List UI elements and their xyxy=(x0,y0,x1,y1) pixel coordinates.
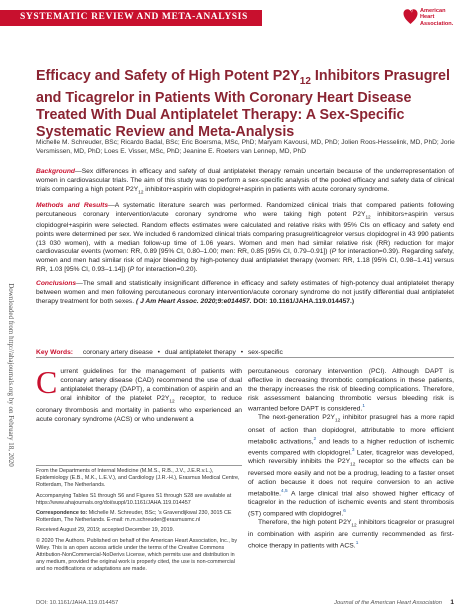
keyword-item[interactable]: dual antiplatelet therapy xyxy=(164,349,236,356)
body-column-right xyxy=(248,368,454,551)
intro-paragraph xyxy=(36,364,242,424)
keyword-item[interactable]: sex-specific xyxy=(247,349,283,356)
intro-text: urrent guidelines for the management of patients with coronary artery disease (CAD) recommend the use of dual antiplatelet therapy (DAPT), a combination of aspirin and an oral inhibitor of the platelet $P2Y_{12}$ receptor, to reduce coronary thrombosis and mortality in patients who experienced an acute coronary syndrome (ACS) or who underwent a xyxy=(36,368,242,423)
keywords-label: Key Words: xyxy=(36,349,74,356)
footnote-correspondence xyxy=(36,510,242,524)
methods-text: —A systematic literature search was performed. Randomized clinical trials that compared patients following percutaneous coronary intervention/acute coronary syndrome who were taking high potent $P2Y_{12}$ inhibitors+aspirin versus clopidogrel+aspirin were selected. Random effects estimates were calculated and relative risks with 95% CIs on efficacy and safety end points were determined per sex. We included 6 randomized clinical trials comparing prasugrel/ticagrelor versus clopidogrel in 43 990 patients (13 030 women), with a median follow-up time of 1.06 years. Women and men had similar relative risk (RR) reduction for major cardiovascular events (women: RR, 0.89 [95% CI, 0.80–1.00; men: RR, 0.85 [95% CI, 0.79–0.91]) (P for interaction=0.39). Regarding safety, women and men had similar risk of major bleeding by high-potency dual antiplatelet therapy (women: RR, 1.18 [95% CI, 0.98–1.41] versus RR, 1.03 [95% CI, 0.93–1.14]) (P for interaction=0.20). xyxy=(36,201,454,274)
author-list: Michelle M. Schreuder, BSc; Ricardo Badal, BSc; Eric Boersma, MSc, PhD; Maryam Kavousi, MD, PhD; Jolien Roos-Hesselink, MD, PhD; Jorie Versmissen, MD, PhD; Loes E. Visser, MSc, PhD; Jeanine E. Roeters van Lennep, MD, PhD xyxy=(36,139,455,155)
abstract-conclusions xyxy=(36,280,454,307)
conclusions-text: —The small and statistically insignificant difference in efficacy and safety estimates of high-potency dual antiplatelet therapy between women and men following percutaneous coronary intervention/acute coronary syndrome do not justify differential dual antiplatelet therapy treatment for both sexes. xyxy=(36,279,454,305)
footer-journal: Journal of the American Heart Association xyxy=(334,600,442,606)
heart-torch-icon xyxy=(403,7,418,25)
divider xyxy=(36,357,454,358)
footnote-divider xyxy=(36,465,242,466)
abstract xyxy=(36,168,454,311)
article-title: Efficacy and Safety of High Potent $P2Y_{12}$ Inhibitors Prasugrel and Ticagrelor in Patients With Coronary Heart Disease Treated With Dual Antiplatelet Therapy: A Sex-Specific Systematic Review and Meta-Analysis xyxy=(36,68,450,140)
keyword-separator: • xyxy=(240,349,244,356)
keywords xyxy=(36,349,456,356)
keyword-item[interactable]: coronary artery disease xyxy=(82,349,153,356)
footnote-dates: Received August 29, 2019; accepted December 19, 2019. xyxy=(36,527,175,534)
correspondence-heading: Correspondence to: xyxy=(36,510,88,517)
footnote-affiliation: From the Departments of Internal Medicine (M.M.S., R.B., J.V., J.E.R.v.L.), Epidemiology (E.B., M.K., L.E.V.), and Cardiology (J.R.-H.), Erasmus Medical Centre, Rotterdam, The Netherlands. xyxy=(36,468,240,489)
body-paragraph: percutaneous coronary intervention (PCI). Although DAPT is effective in decreasing thrombotic complications in these patients, the therapy increases the risk of bleeding complications. Therefore, risk assessment balancing thrombotic versus bleeding risk is warranted before DAPT is considered.$^1$ xyxy=(248,368,454,413)
logo-line-2: Heart xyxy=(420,14,435,21)
body-column-left xyxy=(36,364,242,424)
footnotes xyxy=(36,468,242,577)
section-label: SYSTEMATIC REVIEW AND META-ANALYSIS xyxy=(20,12,248,22)
logo-line-3: Association. xyxy=(420,20,454,27)
download-note: Downloaded from http://ahajournals.org by on February 18, 2020 xyxy=(7,283,15,467)
footnote-supplement: Accompanying Tables S1 through S6 and Figures S1 through S28 are available at https://www.ahajournals.org/doi/suppl/10.1161/JAHA.119.014457 xyxy=(36,492,232,506)
aha-logo xyxy=(403,6,463,32)
citation: ( J Am Heart Assoc. 2020;9:e014457. xyxy=(136,297,252,305)
page-number: 1 xyxy=(450,599,454,606)
background-heading: Background xyxy=(36,168,76,175)
drop-cap: C xyxy=(36,364,58,400)
correspondence-text: Michelle M. Schreuder, BSc; 's Gravendijkwal 230, 3015 CE Rotterdam, The Netherlands. E-mail: m.m.schreuder@erasmusmc.nl xyxy=(36,510,232,524)
footnote-copyright: © 2020 The Authors. Published on behalf of the American Heart Association, Inc., by Wiley. This is an open access article under the terms of the Creative Commons Attribution-NonCommercial-NoDerivs License, which permits use and distribution in any medium, provided the original work is properly cited, the use is non-commercial and no modifications or adaptations are made. xyxy=(36,537,238,573)
abstract-methods xyxy=(36,202,454,275)
article-doi-link[interactable]: DOI: 10.1161/JAHA.119.014457.) xyxy=(253,297,355,305)
abstract-background xyxy=(36,168,454,197)
body-paragraph: Therefore, the high potent $P2Y_{12}$ inhibitors ticagrelor or prasugrel in combination with aspirin are currently recommended as first-choice therapy in patients with ACS.$^1$ xyxy=(248,518,455,549)
background-text: —Sex differences in efficacy and safety of dual antiplatelet therapy remain uncertain because of the underrepresentation of women in cardiovascular trials. The aim of this study was to perform a sex-specific analysis of the pooled efficacy and safety data of clinical trials comparing a high potent $P2Y_{12}$ inhibitor+aspirin with clopidogrel+aspirin in patients with acute coronary syndrome. xyxy=(36,168,454,195)
methods-heading: Methods and Results xyxy=(36,201,109,209)
logo-wordmark xyxy=(420,8,453,27)
body-paragraph: The next-generation $P2Y_{12}$ inhibitor prasugrel has a more rapid onset of action than clopidogrel, attributable to more efficient metabolic activations,$^2$ and leads to a higher reduction of ischemic events compared with clopidogrel.$^3$ Later, ticagrelor was developed, which reversibly inhibits the $P2Y_{12}$ receptor so the effects can be reversed more easily and not be a prodrug, leading to a faster onset of action because it does not require conversion to an active metabolite.$^{4,5}$ A large clinical trial also showed higher efficacy of ticagrelor in the reduction of ischemic events and stent thrombosis (ST) compared with clopidogrel.$^6$ xyxy=(248,414,455,517)
conclusions-heading: Conclusions xyxy=(36,279,77,287)
section-banner xyxy=(0,10,262,26)
footer-doi: DOI: 10.1161/JAHA.119.014457 xyxy=(36,600,119,606)
keyword-separator: • xyxy=(157,349,160,356)
logo-line-1: American xyxy=(420,8,446,14)
